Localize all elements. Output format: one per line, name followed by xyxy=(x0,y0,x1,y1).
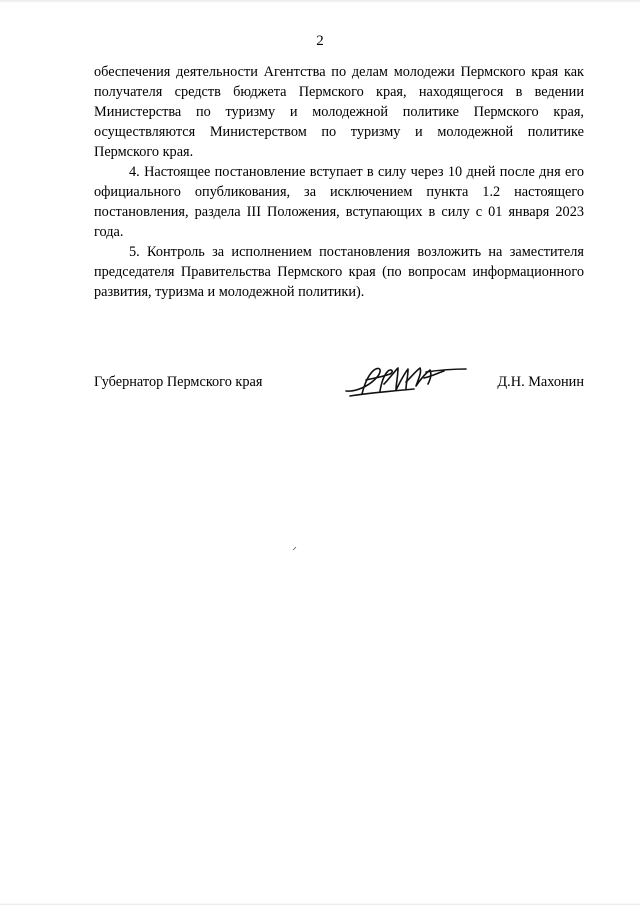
scan-speck xyxy=(292,546,297,551)
signatory-title: Губернатор Пермского края xyxy=(94,374,263,390)
handwritten-signature xyxy=(340,358,470,402)
signature-block xyxy=(94,372,584,392)
paragraph-item-4: 4. Настоящее постановление вступает в силу через 10 дней после дня его официального опубликования, за исключением пункта 1.2 настоящего постановления, раздела III Положения, вступающих в силу с 01 января 2023 года. xyxy=(94,164,584,240)
paragraph-item-5: 5. Контроль за исполнением постановления возложить на заместителя председателя Правительства Пермского края (по вопросам информационного развития, туризма и молодежной политики). xyxy=(94,244,584,300)
document-body xyxy=(94,62,584,302)
paragraph-continuation: обеспечения деятельности Агентства по делам молодежи Пермского края как получателя средств бюджета Пермского края, находящегося в ведении Министерства по туризму и молодежной политике Пермского края, осуществляются Министерством по туризму и молодежной политике Пермского края. xyxy=(94,64,584,160)
page-number: 2 xyxy=(316,33,324,49)
signatory-name: Д.Н. Махонин xyxy=(497,374,584,390)
scan-edge-top xyxy=(0,0,640,3)
